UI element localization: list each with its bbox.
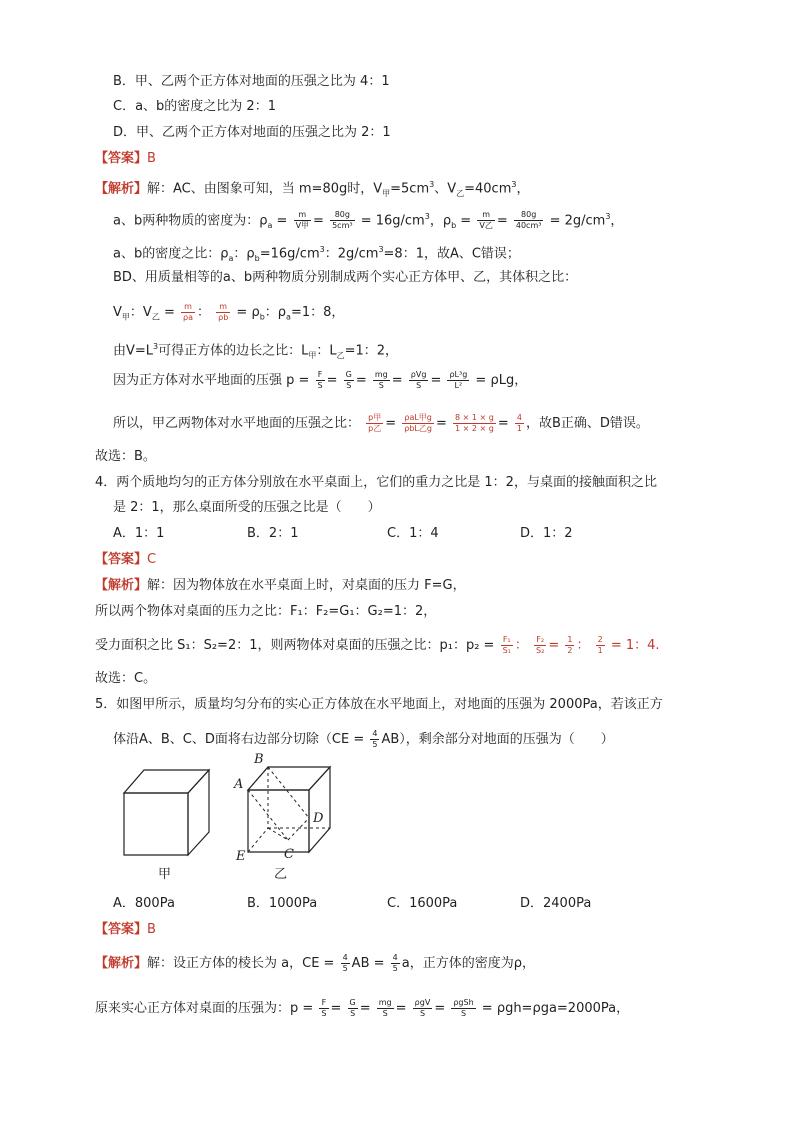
fraction: $\frac{80g}{\text{5cm³}}$ [332, 210, 353, 231]
fraction: $\frac{F}{S}$ [317, 370, 323, 390]
fig-label-b: B [254, 752, 264, 767]
q3-analysis-line7: 因为正方体对水平地面的压强 p = $\frac{F}{S}$ = $\frac{G}{S}$ = $\frac{mg}{S}$ = $\frac{\text{ρVg}}{S}$ = $\frac{\text{ρL³g}}{\text{L²}}$ = ρLg， [113, 370, 528, 390]
fig-label-a: A [234, 777, 244, 792]
q3-analysis-line2: a、b两种物质的密度为：$\rho_a$ = $\frac{m}{\text{V甲}}$ = $\frac{80g}{\text{5cm³}}$ = $16g/cm^3$，$\rho_b$ = $\frac{m}{\text{V乙}}$ = $\frac{80g}{\text{40cm³}}$ = $2g/cm^3$， [113, 210, 624, 231]
fraction: $\frac{4}{5}$ [342, 953, 348, 973]
fraction: $\frac{4}{5}$ [392, 953, 398, 973]
q4-stem-line1: 4．两个质地均匀的正方体分别放在水平桌面上，它们的重力之比是 1：2，与桌面的接触面积之比 [95, 475, 657, 490]
q3-option-c: C．a、b的密度之比为 2：1 [113, 99, 276, 114]
fraction: $\frac{2}{1}$ [597, 635, 603, 655]
q5-option-d: D．2400Pa [520, 896, 592, 911]
q4-answer: C [147, 552, 157, 567]
fraction: $\frac{8 \times 1 \times g}{1 \times 2 \times g}$ [455, 413, 494, 433]
fraction: $\frac{\text{ρgSh}}{S}$ [453, 998, 474, 1018]
fraction: $\frac{G}{S}$ [349, 998, 356, 1018]
q3-answer: B [147, 151, 156, 166]
q4-analysis-line2: 所以两个物体对桌面的压力之比：F₁：F₂=G₁：G₂=1：2， [95, 604, 437, 619]
answer-tag: 【答案】 [95, 552, 148, 567]
q4-option-a: A．1：1 [113, 526, 165, 541]
fraction: $\frac{\text{F₂}}{\text{S₂}}$ [536, 635, 545, 655]
q5-analysis-line2: 原来实心正方体对桌面的压强为：p = $\frac{F}{S}$ = $\frac{G}{S}$ = $\frac{mg}{S}$ = $\frac{\text{ρgV}}{S}$ = $\frac{\text{ρgSh}}{S}$ = ρgh=ρga=2000Pa， [95, 998, 630, 1018]
fraction: $\frac{80g}{\text{40cm³}}$ [515, 210, 542, 231]
q4-analysis-line3: 受力面积之比 S₁：S₂=2：1，则两物体对桌面的压强之比：p₁：p₂ = $\frac{\text{F₁}}{\text{S₁}}$ ： $\frac{\text{F₂}}{\text{S₂}}$ = $\frac{1}{2}$ ： $\frac{2}{1}$ = 1：4. [95, 635, 660, 655]
q5-option-a: A．800Pa [113, 896, 175, 911]
fraction: $\frac{1}{2}$ [567, 635, 573, 655]
fig-label-yi: 乙 [274, 867, 288, 882]
fraction: $\frac{F}{S}$ [321, 998, 327, 1018]
q3-analysis-line8: 所以，甲乙两物体对水平地面的压强之比： $\frac{\text{p甲}}{\text{p乙}}$ = $\frac{\text{ρaL甲g}}{\text{ρbL乙g}}$ = $\frac{8 \times 1 \times g}{1 \times 2 \times g}$ = $\frac{4}{1}$ ，故B正确、D错误。 [113, 413, 649, 433]
q4-stem-line2: 是 2：1，那么桌面所受的压强之比是（ ） [113, 500, 381, 515]
fraction: $\frac{\text{ρgV}}{S}$ [414, 998, 431, 1018]
q4-option-d: D．1：2 [520, 526, 573, 541]
q3-conclusion: 故选：B。 [95, 449, 156, 464]
q4-option-b: B．2：1 [247, 526, 299, 541]
fraction: $\frac{m}{\rho b}$ [218, 302, 229, 322]
analysis-tag: 【解析】 [95, 956, 148, 971]
q3-analysis-line3: a、b的密度之比：$\rho_a$：$\rho_b=16g/cm^3$：$2g/cm^3=8$：1，故A、C错误； [113, 245, 520, 263]
answer-tag: 【答案】 [95, 151, 148, 166]
q5-option-c: C．1600Pa [387, 896, 458, 911]
cube-figure-yi [226, 748, 346, 883]
fraction: $\frac{\text{ρL³g}}{\text{L²}}$ [449, 370, 468, 390]
q4-answer-line [95, 550, 156, 570]
q3-analysis-line6: 由$V=L^3$可得正方体的边长之比：$L_甲$：$L_乙=1$：2， [113, 342, 399, 360]
q5-analysis-line1: 【解析】解：设正方体的棱长为 a，CE = $\frac{4}{5}$ AB = $\frac{4}{5}$ a，正方体的密度为ρ， [95, 953, 535, 973]
q3-answer-line [95, 149, 156, 169]
fraction: $\frac{\text{ρVg}}{S}$ [410, 370, 427, 390]
fraction: $\frac{mg}{S}$ [378, 998, 392, 1018]
fraction: $\frac{\text{p甲}}{\text{p乙}}$ [368, 413, 382, 433]
q4-analysis-line1: 【解析】解：因为物体放在水平桌面上时，对桌面的压力 F=G， [95, 578, 466, 593]
q5-answer-line [95, 920, 156, 940]
q5-option-b: B．1000Pa [247, 896, 318, 911]
fraction: $\frac{m}{\rho a}$ [182, 302, 193, 322]
fig-label-c: C [284, 847, 294, 862]
analysis-tag: 【解析】 [95, 578, 148, 593]
q3-option-d: D．甲、乙两个正方体对地面的压强之比为 2：1 [113, 125, 391, 140]
fig-label-e: E [236, 849, 246, 864]
q5-stem-line2: 体沿A、B、C、D面将右边部分切除（CE = $\frac{4}{5}$ AB），剩余部分对地面的压强为（ ） [113, 729, 614, 749]
fraction: $\frac{m}{\text{V甲}}$ [295, 210, 310, 231]
fig-label-jia: 甲 [158, 867, 172, 882]
fig-label-d: D [313, 811, 324, 826]
q3-analysis-line1: 【解析】解：AC、由图象可知，当 m=80g时，$V_甲=5cm^3$、$V_乙=40cm^3$， [95, 180, 530, 198]
fraction: $\frac{mg}{S}$ [374, 370, 388, 390]
q5-answer: B [147, 922, 156, 937]
q4-option-c: C．1：4 [387, 526, 439, 541]
analysis-tag: 【解析】 [95, 181, 148, 197]
fraction: $\frac{4}{5}$ [372, 729, 378, 749]
fraction: $\frac{\text{ρaL甲g}}{\text{ρbL乙g}}$ [404, 413, 432, 433]
fraction: $\frac{\text{F₁}}{\text{S₁}}$ [502, 635, 511, 655]
q5-stem-line1: 5．如图甲所示，质量均匀分布的实心正方体放在水平地面上，对地面的压强为 2000Pa，若该正方 [95, 697, 663, 712]
q3-option-b: B．甲、乙两个正方体对地面的压强之比为 4：1 [113, 74, 390, 89]
q3-analysis-line4: BD、用质量相等的a、b两种物质分别制成两个实心正方体甲、乙，其体积之比： [113, 270, 578, 285]
fraction: $\frac{m}{\text{V乙}}$ [479, 210, 493, 231]
q3-analysis-line5: $V_甲$：$V_乙$ = $\frac{m}{\rho a}$ ： $\frac{m}{\rho b}$ = $\rho_b$：$\rho_a=1$：8， [113, 302, 345, 322]
fraction: $\frac{G}{S}$ [345, 370, 352, 390]
fraction: $\frac{4}{1}$ [516, 413, 522, 433]
q4-conclusion: 故选：C。 [95, 671, 157, 686]
cube-figure-jia [118, 758, 218, 888]
answer-tag: 【答案】 [95, 922, 148, 937]
